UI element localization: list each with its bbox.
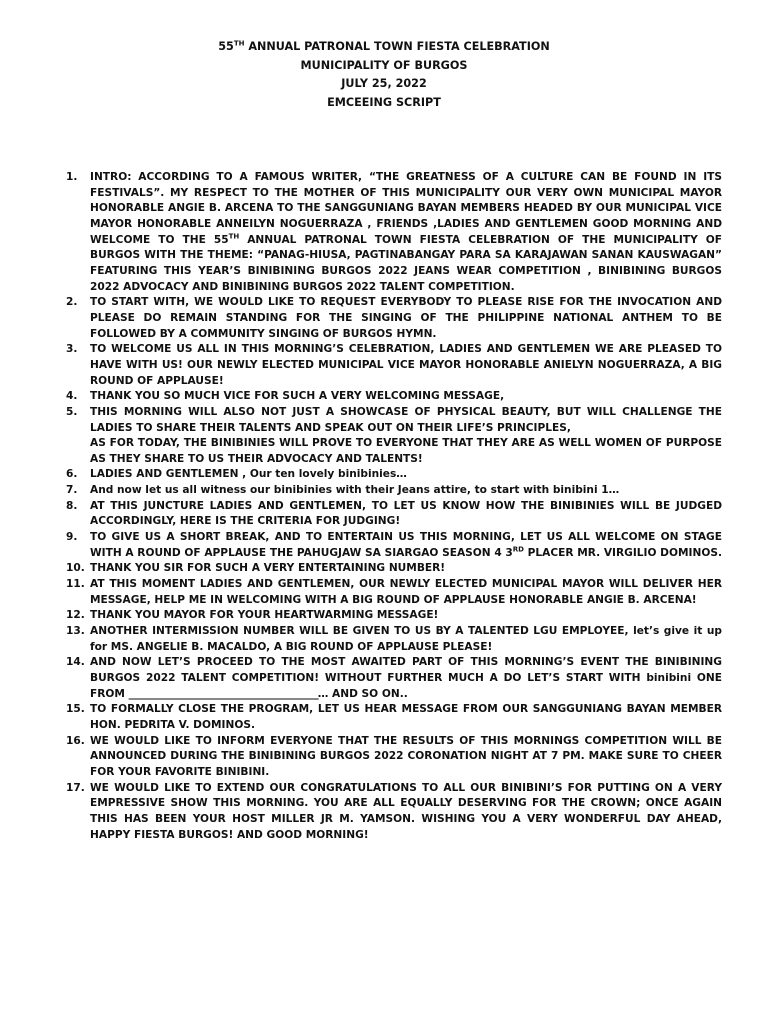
item-number: 5.: [66, 405, 78, 418]
item-number: 10.: [66, 562, 85, 575]
list-item: 2. TO START WITH, WE WOULD LIKE TO REQUEST EVERYBODY TO PLEASE RISE FOR THE INVOCATION AND PLEASE DO REMAIN STANDING FOR THE SINGING OF THE PHILIPPINE NATIONAL ANTHEM TO BE FOLLOWED BY A COMMUNITY SINGING OF BURGOS HYMN.: [66, 296, 722, 340]
list-item: 13. ANOTHER INTERMISSION NUMBER WILL BE GIVEN TO US BY A TALENTED LGU EMPLOYEE, let’s give it up for MS. ANGELIE B. MACALDO, A BIG ROUND OF APPLAUSE PLEASE!: [66, 625, 722, 653]
list-item: 11. AT THIS MOMENT LADIES AND GENTLEMEN, OUR NEWLY ELECTED MUNICIPAL MAYOR WILL DELIVER HER MESSAGE, HELP ME IN WELCOMING WITH A BIG ROUND OF APPLAUSE HONORABLE ANGIE B. ARCENA!: [66, 578, 722, 606]
list-item: 10. THANK YOU SIR FOR SUCH A VERY ENTERTAINING NUMBER!: [90, 561, 722, 577]
item-number: 16.: [66, 734, 85, 747]
list-item: 3. TO WELCOME US ALL IN THIS MORNING’S CELEBRATION, LADIES AND GENTLEMEN WE ARE PLEASED TO HAVE WITH US! OUR NEWLY ELECTED MUNICIPAL VICE MAYOR HONORABLE ANIELYN NOGUERRAZA, A BIG ROUND OF APPLAUSE!: [66, 343, 722, 387]
item-number: 13.: [66, 625, 85, 638]
item-number: 7.: [66, 484, 78, 497]
item-number: 9.: [66, 531, 78, 544]
item-number: 11.: [66, 578, 85, 591]
list-item: 17. WE WOULD LIKE TO EXTEND OUR CONGRATULATIONS TO ALL OUR BINIBINI’S FOR PUTTING ON A VERY EMPRESSIVE SHOW THIS MORNING. YOU ARE ALL EQUALLY DESERVING FOR THE CROWN; ONCE AGAIN THIS HAS BEEN YOUR HOST MILLER JR M. YAMSON. WISHING YOU A VERY WONDERFUL DAY AHEAD, HAPPY FIESTA BURGOS! AND GOOD MORNING!: [66, 781, 722, 841]
municipality-line: MUNICIPALITY OF BURGOS: [300, 58, 468, 72]
list-item: 4. THANK YOU SO MUCH VICE FOR SUCH A VERY WELCOMING MESSAGE,: [90, 389, 722, 405]
item-number: 15.: [66, 703, 85, 716]
list-item: 14. AND NOW LET’S PROCEED TO THE MOST AWAITED PART OF THIS MORNING’S EVENT THE BINIBINING BURGOS 2022 TALENT COMPETITION! WITHOUT FURTHER MUCH A DO LET’S START WITH binibini ONE FROM ____________________________________________… AND SO ON..: [66, 656, 722, 700]
item-number: 6.: [66, 468, 78, 481]
list-item: 1. INTRO: ACCORDING TO A FAMOUS WRITER, “THE GREATNESS OF A CULTURE CAN BE FOUND IN ITS FESTIVALS”. MY RESPECT TO THE MOTHER OF THIS MUNICIPALITY OUR VERY OWN MUNICIPAL MAYOR HONORABLE ANGIE B. ARCENA TO THE SANGGUNIANG BAYAN MEMBERS HEADED BY OUR MUNICIPAL VICE MAYOR HONORABLE ANNEILYN NOGUERRAZA , FRIENDS ,LADIES AND GENTLEMEN GOOD MORNING AND WELCOME TO THE 55TH ANNUAL PATRONAL TOWN FIESTA CELEBRATION OF THE MUNICIPALITY OF BURGOS WITH THE THEME: “PANAG-HIUSA, PAGTINABANGAY PARA SA KARAJAWAN SANAN KAUSWAGAN” FEATURING THIS YEAR’S BINIBINING BURGOS 2022 JEANS WEAR COMPETITION , BINIBINING BURGOS 2022 ADVOCACY AND BINIBINING BURGOS 2022 TALENT COMPETITION.: [66, 171, 722, 293]
sub-paragraph: AS FOR TODAY, THE BINIBINIES WILL PROVE TO EVERYONE THAT THEY ARE AS WELL WOMEN OF PURPOSE AS THEY SHARE TO US THEIR ADVOCACY AND TALENTS!: [90, 437, 722, 465]
item-number: 1.: [66, 171, 78, 183]
blank-line: ____________________________________________: [128, 687, 318, 700]
list-item: 8. AT THIS JUNCTURE LADIES AND GENTLEMEN, TO LET US KNOW HOW THE BINIBINIES WILL BE JUDGED ACCORDINGLY, HERE IS THE CRITERIA FOR JUDGING!: [66, 499, 722, 528]
item-number: 4.: [66, 390, 78, 403]
list-item: 6. LADIES AND GENTLEMEN , Our ten lovely binibinies…: [90, 467, 722, 483]
item-number: 3.: [66, 343, 78, 356]
list-item: 7. And now let us all witness our binibinies with their Jeans attire, to start with binibini 1…: [90, 483, 722, 499]
item-number: 2.: [66, 296, 78, 309]
item-number: 14.: [66, 656, 85, 669]
document-header: [0, 38, 768, 112]
list-item: 9. TO GIVE US A SHORT BREAK, AND TO ENTERTAIN US THIS MORNING, LET US ALL WELCOME ON STAGE WITH A ROUND OF APPLAUSE THE PAHUGJAW SA SIARGAO SEASON 4 3RD PLACER MR. VIRGILIO DOMINOS.: [66, 531, 722, 559]
list-item: 5. THIS MORNING WILL ALSO NOT JUST A SHOWCASE OF PHYSICAL BEAUTY, BUT WILL CHALLENGE THE LADIES TO SHARE THEIR TALENTS AND SPEAK OUT ON THEIR LIFE’S PRINCIPLES, AS FOR TODAY, THE BINIBINIES WILL PROVE TO EVERYONE THAT THEY ARE AS WELL WOMEN OF PURPOSE AS THEY SHARE TO US THEIR ADVOCACY AND TALENTS!: [90, 405, 722, 468]
item-number: 17.: [66, 781, 85, 794]
date-line: JULY 25, 2022: [341, 77, 427, 91]
item-number: 12.: [66, 609, 85, 622]
title-line: 55TH ANNUAL PATRONAL TOWN FIESTA CELEBRATION: [218, 39, 550, 53]
list-item: 12. THANK YOU MAYOR FOR YOUR HEARTWARMING MESSAGE!: [90, 608, 722, 624]
item-number: 8.: [66, 499, 78, 512]
list-item: 16. WE WOULD LIKE TO INFORM EVERYONE THAT THE RESULTS OF THIS MORNINGS COMPETITION WILL BE ANNOUNCED DURING THE BINIBINING BURGOS 2022 CORONATION NIGHT AT 7 PM. MAKE SURE TO CHEER FOR YOUR FAVORITE BINIBINI.: [66, 734, 722, 778]
script-list: [66, 170, 722, 843]
list-item: 15. TO FORMALLY CLOSE THE PROGRAM, LET US HEAR MESSAGE FROM OUR SANGGUNIANG BAYAN MEMBER HON. PEDRITA V. DOMINOS.: [66, 703, 722, 731]
script-title: EMCEEING SCRIPT: [327, 95, 441, 109]
